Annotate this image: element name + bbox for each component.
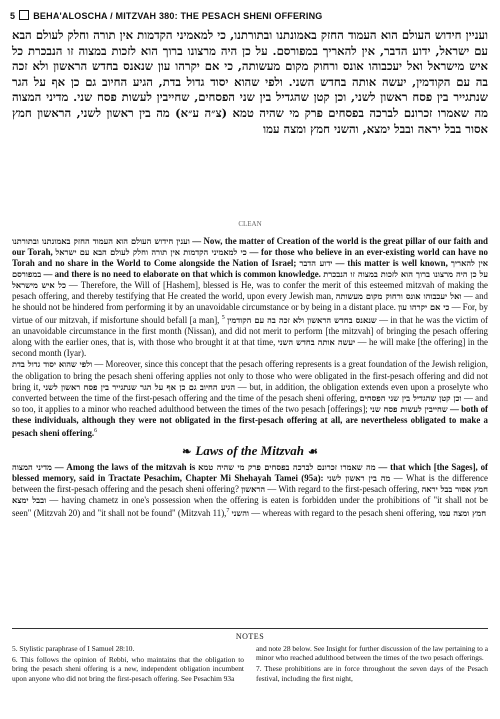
hebrew-lemma: והשני [231, 507, 250, 518]
hebrew-lemma: הגיע החיוב גם כן אף על הגר שנתגייר בין פסח ראשון לשני [43, 381, 236, 392]
paragraph-2 [12, 359, 488, 438]
flourish-icon: ❧ [182, 445, 192, 458]
translation: — and there is no need to elaborate on that which is common knowledge. [41, 269, 324, 280]
hebrew-lemma: חמץ אסור בבל יראה ובבל ימצא [12, 483, 488, 505]
hebrew-lemma: ידוע הדבר [299, 258, 333, 269]
translation: — With regard to the first-pesach offering, [265, 483, 422, 494]
translation: — and so too, it applies to a minor who reached adulthood between the times of the two pesach [offerings]; [12, 392, 488, 414]
hebrew-lemma: שנאנס בחדש הראשון ולא זכה בה עם הקודמין [227, 315, 377, 326]
translation: — whereas with regard to the pesach sheni offering, [249, 507, 439, 518]
translation: — and he should not be hindered from performing it by an unavoidable circumstance or by being in a distant place. [12, 291, 488, 313]
footnote-ref[interactable]: 7 [226, 508, 230, 515]
hebrew-source-text: ועניין חידוש העולם הוא העמוד החזק באמונתנו ובתורתנו, כי למאמיני הקדמות אין תורה וחלק לעולם הבא עם ישראל, ידוע הדבר, אין להאריך במפורסם. על כן היה מרצונו ברוך הוא לזכות במצוה זו הנבכרת כל איש מישראל ואל יעכבוהו אונס ורחוק מקום מעשותה, כי אם יקרהו עון שנאנס בחדש הראשון ולא זכה בה עם הקודמין, יעשה אותה בחדש השני. ולפי שהוא יסוד גדול בדת, הגיע החיוב גם כן אף על הגר שנתגייר בין פסח ראשון לשני, וכן קטן שהגדיל בין שני הפסחים, שחייבין לעשות פסח שני. מדיני המצוה מה שאמרו זכרונם לברכה בפסחים פרק מי שהיה טמא (צ״ה ע״א) מה בין ראשון לשני, הראשון חמץ אסור בבל יראה ובבל ימצא, והשני חמץ ומצה עמו [12, 28, 488, 136]
translation: — having chametz in one's possession when the offering is eaten is forbidden under the prohibitions of "it shall not be seen" (Mitzvah 20) and "it shall not be found" (Mitzvah 11), [12, 494, 488, 518]
paragraph-1 [12, 236, 488, 359]
hebrew-lemma: כי למאמיני הקדמות אין תורה וחלק לעולם הבא עם ישראל [55, 247, 247, 258]
hebrew-lemma: חמץ ומצה עמו [438, 507, 487, 518]
hebrew-lemma: מדיני המצוה [12, 461, 52, 472]
translation: — For, by virtue of our mitzvah, if misfortune should befall [a man], [12, 302, 488, 326]
hebrew-lemma: על כן היה מרצונו ברוך הוא לזכות במצוה זו הנבכרת כל איש מישראל [12, 269, 488, 291]
footnote-ref[interactable]: 5 [221, 315, 225, 322]
hebrew-lemma: ולפי שהוא יסוד גדול בדת [12, 359, 93, 370]
header-title: BEHA'ALOSCHA / MITZVAH 380: THE PESACH SHENI OFFERING [33, 11, 323, 21]
hebrew-lemma: וענין חידוש העולם הוא העמוד החזק באמונתנו ובתורתנו [12, 236, 190, 246]
hebrew-lemma: מה שאמרו זכרונם לברכה בפסחים פרק מי שהיה טמא [198, 461, 376, 472]
translation: — but, in addition, the obligation extends even upon a proselyte who converted between the time of the first-pesach offering and the time of the pesach sheni offering, [12, 381, 489, 403]
translation: — Now, the matter of Creation of the world is the great pillar of our faith and our Torah, [12, 236, 488, 258]
footnote-5: 5. Stylistic paraphrase of I Samuel 28:10. [12, 644, 135, 653]
notes-title: NOTES [235, 632, 265, 641]
footnote-7: 7. These prohibitions are in force throughout the seven days of the Pesach festival, including the first night, [256, 664, 488, 683]
flourish-icon: ☙ [308, 445, 318, 458]
translation: — Moreover, since this concept that the pesach offering represents is a great foundation of the Jewish religion, the obligation to bring the pesach sheni offering applies not only to those who were obligated in the first-pesach offering and did not bring it, [12, 359, 488, 392]
hebrew-lemma: ואל יעכבוהו אונס ורחוק מקום מעשותה [335, 291, 462, 302]
section-heading [12, 442, 488, 458]
footnotes [12, 644, 488, 685]
translation: — Therefore, the Will of [Hashem], blessed is He, was to confer the merit of this esteemed mitzvah of making the pesach offering, and thereby testifying that He created the world, upon every Jewish man, [12, 280, 488, 302]
hebrew-lemma: יעשה אותה בחדש השני [277, 337, 356, 348]
hebrew-lemma: שחייבין לעשות פסח שני [370, 403, 448, 414]
translation: — both of these individuals, although they were not obligated in the first-pesach offering at all, are nevertheless obligated to make a pesach sheni offering. [12, 403, 489, 438]
running-header [10, 10, 490, 24]
translation: — Among the laws of the mitzvah is [51, 461, 199, 472]
notes-column-right [256, 644, 488, 685]
square-icon [19, 10, 29, 20]
ornament-mark: CLEAN [238, 220, 262, 228]
paragraph-3 [12, 462, 488, 519]
hebrew-lemma: אין להאריך במפורסם [12, 258, 489, 280]
translation: — What is the difference between the first-pesach offering and the pesach sheni offering? [12, 472, 488, 494]
hebrew-lemma: מה בין ראשון לשני [326, 472, 391, 483]
footnote-6: 6. This follows the opinion of Rebbi, who maintains that the obligation to bring the pesach sheni offering is a new, independent obligation incumbent upon anyone who did not bring the first-pesach offering. See Pesachim 93a [12, 655, 244, 683]
footnote-ref[interactable]: 6 [94, 427, 98, 434]
footnote-6-continued: and note 28 below. See Insight for further discussion of the law pertaining to a minor who reached adulthood between the times of the two pesach offerings. [256, 644, 488, 663]
translation: — for those who believe in an ever-existing world can have no Torah and no share in the World to Come alongside the Nation of Israel; [12, 247, 488, 269]
page-number: 5 [10, 11, 16, 21]
section-heading-text: Laws of the Mitzvah [195, 442, 305, 458]
translation: — this matter is well known, [332, 258, 451, 269]
notes-column-left [12, 644, 244, 685]
hebrew-lemma: הראשון [241, 483, 266, 494]
hebrew-lemma: וכן קטן שהגדיל בין שני הפסחים [359, 392, 462, 403]
translation: — in that he was the victim of an unavoidable circumstance in the first month (Nissan), and did not merit to perform [the mitzvah] of bringing the pesach offering along with the earlier ones, that is, with those who brought it at that time, [12, 315, 488, 348]
commentary-text [12, 236, 488, 519]
translation: — he will make [the offering] in the second month (Iyar). [12, 337, 488, 359]
translation: — that which [the Sages], of blessed memory, said in Tractate Pesachim, Chapter Mi Shehayah Tamei (95a): [12, 461, 488, 483]
hebrew-lemma: כי אם יקרהו עון [398, 302, 450, 313]
notes-divider [12, 628, 488, 629]
